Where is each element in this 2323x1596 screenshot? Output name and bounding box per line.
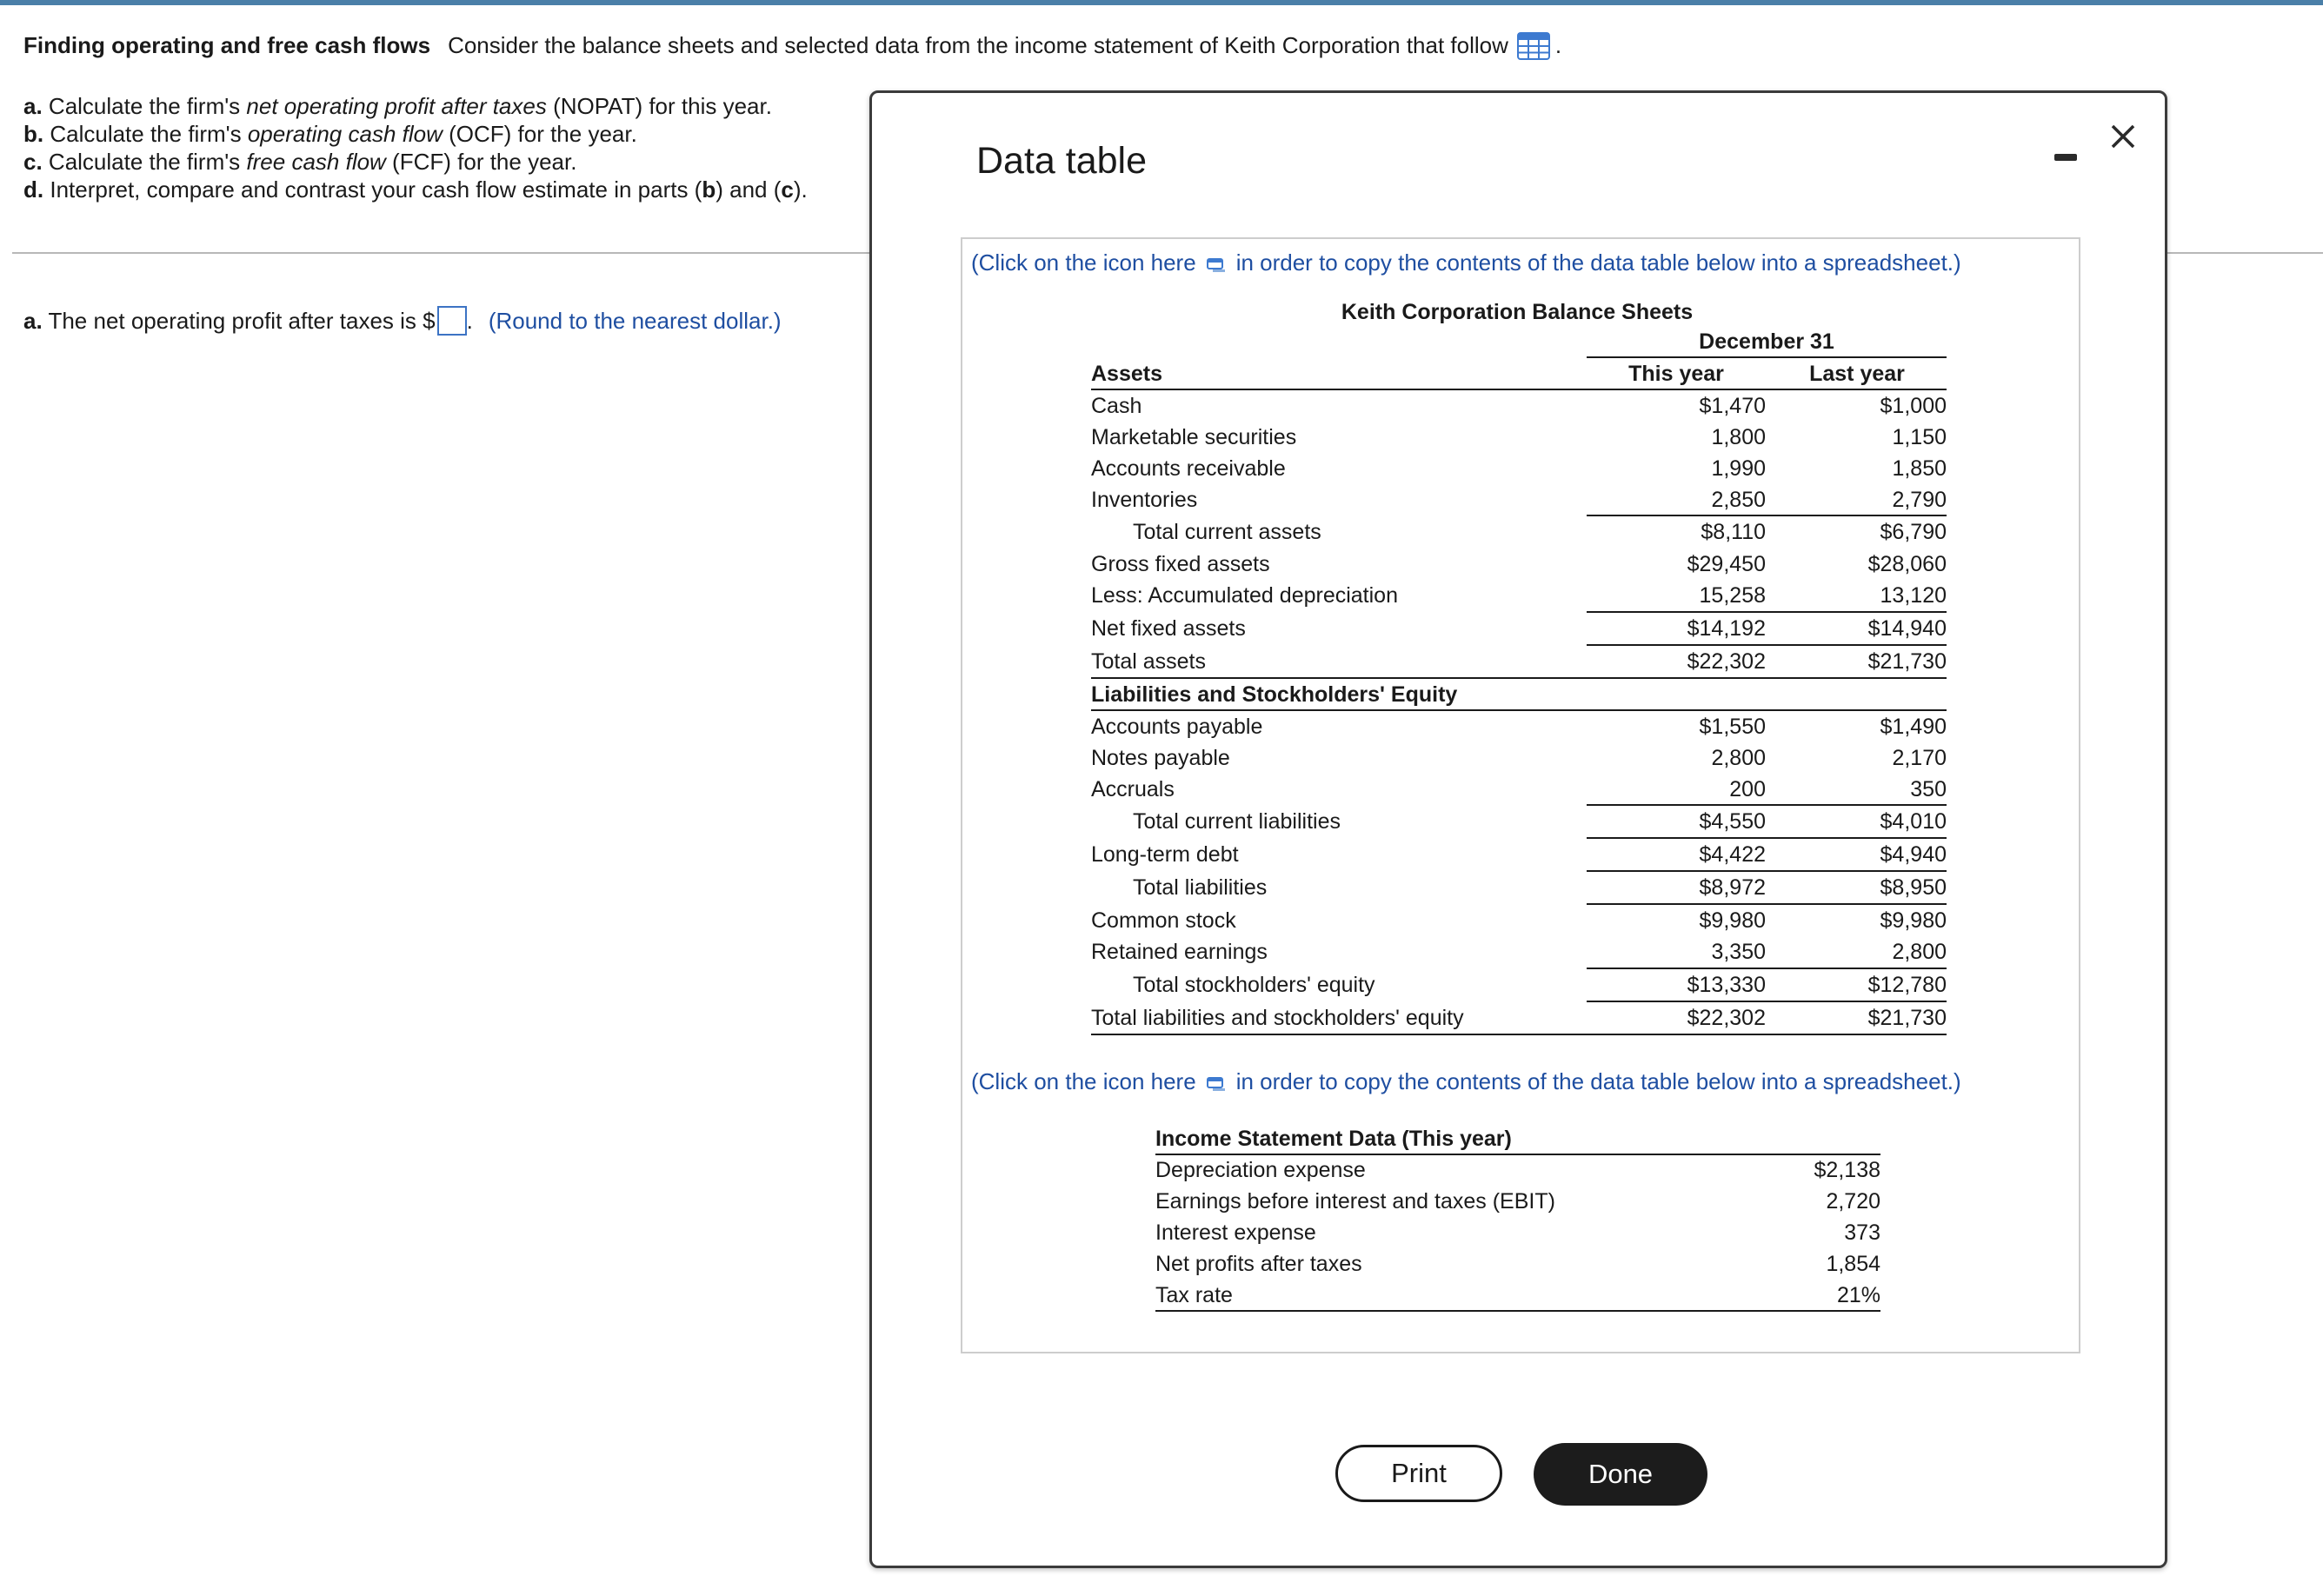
table-row: Total assets $22,302 $21,730 xyxy=(1091,649,1947,674)
table-row: Earnings before interest and taxes (EBIT) 2,720 xyxy=(1155,1189,1880,1214)
dialog-title: Data table xyxy=(976,140,1148,182)
part-a: a. Calculate the firm's net operating profit after taxes (NOPAT) for this year. xyxy=(23,93,772,119)
table-row: Accounts payable $1,550 $1,490 xyxy=(1091,715,1947,739)
table-row: Long-term debt $4,422 $4,940 xyxy=(1091,842,1947,867)
table-row: Accruals 200 350 xyxy=(1091,777,1947,801)
table-row: Depreciation expense $2,138 xyxy=(1155,1158,1880,1182)
table-row: Inventories 2,850 2,790 xyxy=(1091,488,1947,512)
copy-income-statement-link[interactable]: (Click on the icon here in order to copy the contents of the data table below into a spreadsheet.) xyxy=(971,1068,1961,1099)
income-statement-header: Income Statement Data (This year) xyxy=(1155,1127,1512,1151)
data-table-panel xyxy=(961,237,2080,1353)
table-row: Marketable securities 1,800 1,150 xyxy=(1091,425,1947,449)
question-title: Finding operating and free cash flows xyxy=(23,32,431,58)
close-button[interactable] xyxy=(2104,117,2142,156)
balance-header-row: Assets This year Last year xyxy=(1091,362,1905,386)
copy-balance-sheet-link[interactable]: (Click on the icon here in order to copy the contents of the data table below into a spreadsheet.) xyxy=(971,249,1961,280)
answer-a: a. The net operating profit after taxes is $ . (Round to the nearest dollar.) xyxy=(23,308,782,334)
table-row: Total current assets $8,110 $6,790 xyxy=(1133,520,1947,544)
part-d: d. Interpret, compare and contrast your cash flow estimate in parts (b) and (c). xyxy=(23,176,808,203)
rounding-note: (Round to the nearest dollar.) xyxy=(488,308,782,334)
table-row: Net fixed assets $14,192 $14,940 xyxy=(1091,616,1947,641)
divider-left xyxy=(12,252,873,254)
part-c: c. Calculate the firm's free cash flow (FCF) for the year. xyxy=(23,149,577,175)
data-table-dialog xyxy=(869,90,2167,1568)
question-intro: Consider the balance sheets and selected data from the income statement of Keith Corporation that follow xyxy=(448,32,1508,58)
question-trailing-period: . xyxy=(1554,32,1562,58)
table-row: Tax rate 21% xyxy=(1155,1283,1880,1307)
table-row: Notes payable 2,800 2,170 xyxy=(1091,746,1947,770)
table-row: Common stock $9,980 $9,980 xyxy=(1091,908,1947,933)
top-accent-bar xyxy=(0,0,2323,5)
done-button[interactable]: Done xyxy=(1534,1443,1707,1506)
table-row: Gross fixed assets $29,450 $28,060 xyxy=(1091,552,1947,576)
data-table-icon[interactable] xyxy=(1517,32,1550,66)
liabilities-header-row: Liabilities and Stockholders' Equity xyxy=(1091,682,1458,707)
table-row: Cash $1,470 $1,000 xyxy=(1091,394,1947,418)
table-row: Retained earnings 3,350 2,800 xyxy=(1091,940,1947,964)
table-row: Total liabilities $8,972 $8,950 xyxy=(1133,875,1947,900)
question-header xyxy=(23,31,1561,66)
print-button[interactable]: Print xyxy=(1335,1445,1502,1502)
table-row: Total current liabilities $4,550 $4,010 xyxy=(1133,809,1947,834)
table-row: Interest expense 373 xyxy=(1155,1220,1880,1245)
balance-sheet-title: Keith Corporation Balance Sheets xyxy=(1341,300,1694,324)
copy-spreadsheet-icon[interactable] xyxy=(1207,253,1226,280)
question-parts xyxy=(23,92,808,203)
nopat-answer-input[interactable] xyxy=(437,306,467,336)
divider-right xyxy=(2165,252,2323,254)
table-row: Net profits after taxes 1,854 xyxy=(1155,1252,1880,1276)
part-b: b. Calculate the firm's operating cash flow (OCF) for the year. xyxy=(23,121,637,147)
period-header-row: December 31 xyxy=(1699,329,1834,354)
table-row: Total liabilities and stockholders' equity $22,302 $21,730 xyxy=(1091,1006,1947,1030)
copy-spreadsheet-icon[interactable] xyxy=(1207,1072,1226,1099)
table-row: Less: Accumulated depreciation 15,258 13,120 xyxy=(1091,583,1947,608)
close-icon xyxy=(2104,117,2142,156)
table-row: Accounts receivable 1,990 1,850 xyxy=(1091,456,1947,481)
minimize-button[interactable] xyxy=(2054,138,2084,168)
table-row: Total stockholders' equity $13,330 $12,780 xyxy=(1133,973,1947,997)
